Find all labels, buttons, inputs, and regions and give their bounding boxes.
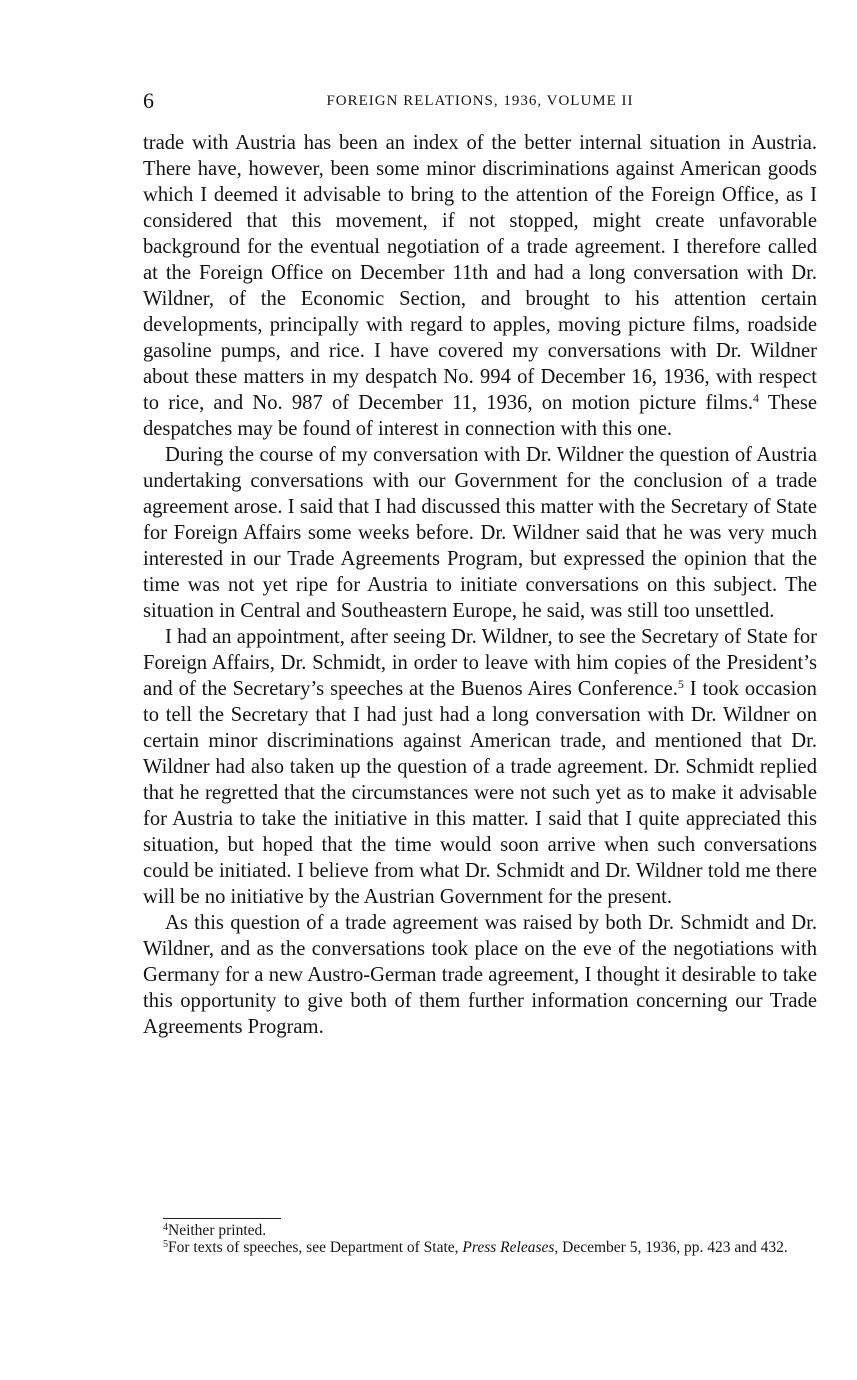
- paragraph-4: [143, 910, 817, 1040]
- body-text: [143, 130, 817, 1040]
- paragraph-3: [143, 624, 817, 910]
- paragraph-1: [143, 130, 817, 442]
- paragraph-2-text: During the course of my conversation with Dr. Wildner the question of Austria undertaking conversations with our Government for the conclusion of a trade agreement arose. I said that I had discussed this matter with the Secretary of State for Foreign Affairs some weeks before. Dr. Wildner said that he was very much interested in our Trade Agreements Program, but expressed the opinion that the time was not yet ripe for Austria to initiate conversations on this subject. The situation in Central and Southeastern Europe, he said, was still too unsettled.: [143, 444, 817, 622]
- paragraph-4-text: As this question of a trade agreement was raised by both Dr. Schmidt and Dr. Wildner, and as the conversations took place on the eve of the negotiations with Germany for a new Austro-German trade agreement, I thought it desirable to take this opportunity to give both of them further information concerning our Trade Agreements Program.: [143, 912, 817, 1038]
- footnote-4-number: 4: [163, 1222, 168, 1233]
- paragraph-3-text-a: I had an appointment, after seeing Dr. Wildner, to see the Secretary of State for Foreign Affairs, Dr. Schmidt, in order to leave with him copies of the President’s and of the Secretary’s speeches at the Buenos Aires Conference.: [143, 626, 817, 700]
- page-number: 6: [143, 88, 154, 113]
- running-head: FOREIGN RELATIONS, 1936, VOLUME II: [326, 93, 634, 109]
- paragraph-2: [143, 442, 817, 624]
- footnote-5-text-after: , December 5, 1936, pp. 423 and 432.: [554, 1239, 788, 1256]
- paragraph-1-text-b: These despatches may be found of interest in connection with this one.: [143, 392, 817, 440]
- footnote-4: [143, 1222, 817, 1239]
- paragraph-3-text-b: I took occasion to tell the Secretary that I had just had a long conversation with Dr. Wildner on certain minor discriminations against American trade, and mentioned that Dr. Wildner had also taken up the question of a trade agreement. Dr. Schmidt replied that he regretted that the circumstances were not such yet as to make it advisable for Austria to take the initiative in this matter. I said that I quite appreciated this situation, but hoped that the time would soon arrive when such conversations could be initiated. I believe from what Dr. Schmidt and Dr. Wildner told me there will be no initiative by the Austrian Government for the present.: [143, 678, 817, 908]
- footnote-4-text: Neither printed.: [168, 1222, 267, 1239]
- footnote-ref-5: 5: [677, 677, 684, 691]
- footnote-divider: [163, 1218, 281, 1219]
- footnote-ref-4: 4: [753, 391, 759, 405]
- footnotes: [143, 1222, 817, 1256]
- paragraph-1-text-a: trade with Austria has been an index of the better internal situation in Austria. There have, however, been some minor discriminations against American goods which I deemed it advisable to bring to the attention of the Foreign Office, as I considered that this movement, if not stopped, might create unfavorable background for the eventual negotiation of a trade agreement. I therefore called at the Foreign Office on December 11th and had a long conversation with Dr. Wildner, of the Economic Section, and brought to his attention certain developments, principally with regard to apples, moving picture films, roadside gasoline pumps, and rice. I have covered my conversations with Dr. Wildner about these matters in my despatch No. 994 of December 16, 1936, with respect to rice, and No. 987 of December 11, 1936, on motion picture films.: [143, 132, 817, 414]
- footnote-5-publication-title: Press Releases: [462, 1239, 555, 1256]
- page-header: [143, 88, 817, 114]
- footnote-5: [143, 1239, 817, 1256]
- footnote-5-number: 5: [163, 1239, 168, 1250]
- footnote-5-text-before: For texts of speeches, see Department of State,: [168, 1239, 463, 1256]
